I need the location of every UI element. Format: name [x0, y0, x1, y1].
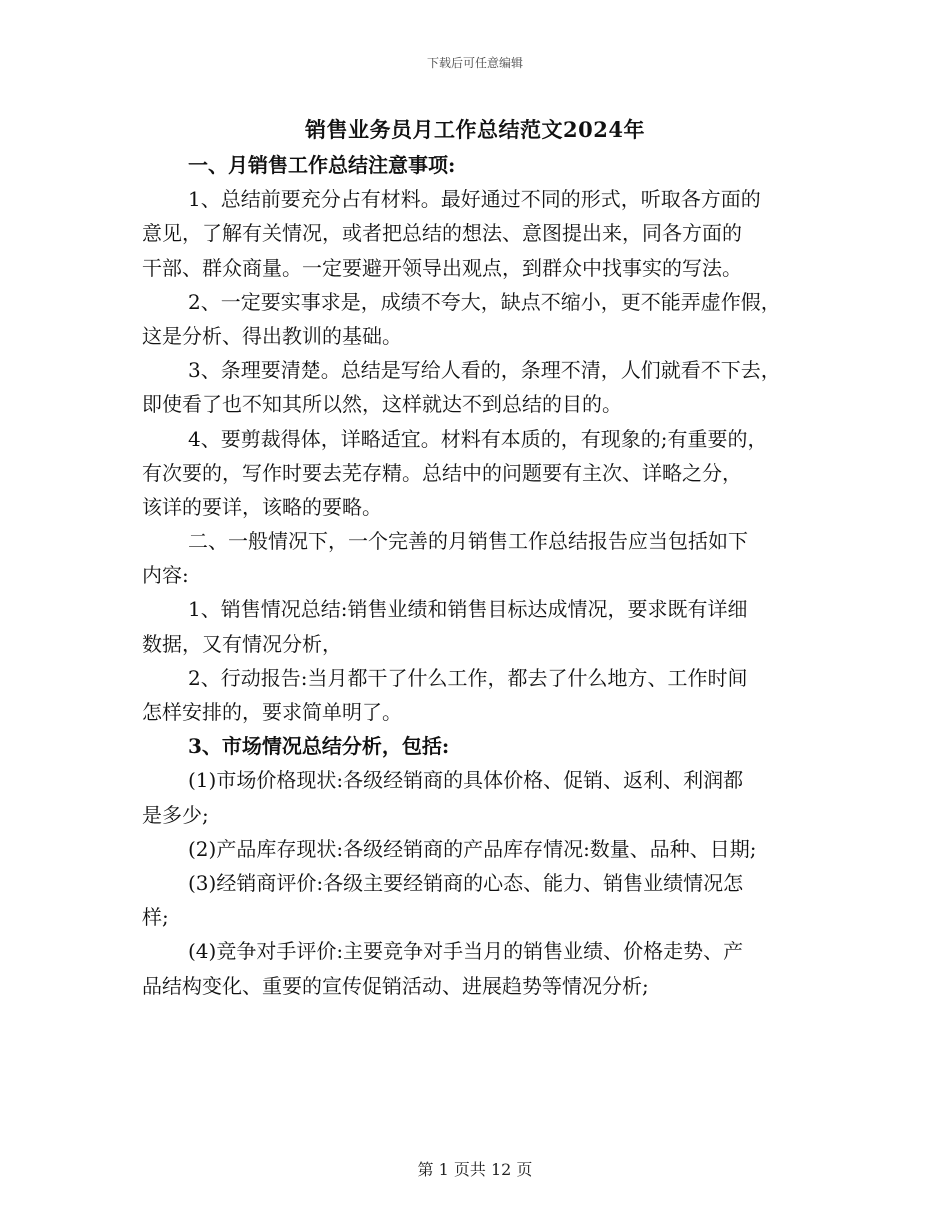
body-text-line: (1)市场价格现状:各级经销商的具体价格、促销、返利、利润都 [188, 768, 744, 793]
body-text-line: 品结构变化、重要的宣传促销活动、进展趋势等情况分析; [142, 973, 649, 998]
body-text-line: (4)竞争对手评价:主要竞争对手当月的销售业绩、价格走势、产 [188, 939, 744, 964]
body-text-line: 这是分析、得出教训的基础。 [142, 323, 402, 348]
page-footer: 第 1 页共 12 页 [417, 1160, 533, 1179]
body-text-line: 是多少; [142, 802, 209, 827]
body-text-line: 怎样安排的，要求简单明了。 [142, 700, 402, 724]
document-body [142, 148, 822, 1003]
body-text-line: (2)产品库存现状:各级经销商的产品库存情况:数量、品种、日期; [188, 836, 757, 861]
body-text-line: 意见，了解有关情况，或者把总结的想法、意图提出来，同各方面的 [142, 221, 742, 246]
document-title: 销售业务员月工作总结范文2024年 [305, 117, 645, 142]
body-text-line: 4、要剪裁得体，详略适宜。材料有本质的，有现象的;有重要的， [188, 426, 768, 451]
body-text-line: 即使看了也不知其所以然，这样就达不到总结的目的。 [142, 392, 622, 417]
body-text-line: 1、总结前要充分占有材料。最好通过不同的形式，听取各方面的 [188, 187, 761, 212]
page-header-note: 下载后可任意编辑 [426, 56, 523, 70]
body-text-line: (3)经销商评价:各级主要经销商的心态、能力、销售业绩情况怎 [188, 870, 744, 895]
body-text-line: 有次要的，写作时要去芜存精。总结中的问题要有主次、详略之分， [142, 460, 742, 485]
body-text-line: 3、市场情况总结分析，包括: [188, 734, 450, 759]
body-text-line: 1、销售情况总结:销售业绩和销售目标达成情况，要求既有详细 [188, 597, 748, 622]
body-text-line: 该详的要详，该略的要略。 [142, 494, 382, 519]
body-text-line: 内容: [142, 563, 189, 588]
body-text-line: 一、月销售工作总结注意事项: [188, 153, 456, 177]
body-text-line: 2、一定要实事求是，成绩不夸大，缺点不缩小，更不能弄虚作假， [188, 289, 781, 314]
body-text-line: 样; [142, 905, 169, 930]
body-text-line: 数据，又有情况分析， [142, 631, 342, 656]
body-text-line: 3、条理要清楚。总结是写给人看的，条理不清，人们就看不下去， [188, 358, 781, 383]
body-text-line: 2、行动报告:当月都干了什么工作，都去了什么地方、工作时间 [188, 665, 748, 690]
body-text-line: 二、一般情况下，一个完善的月销售工作总结报告应当包括如下 [188, 529, 748, 554]
body-text-line: 干部、群众商量。一定要避开领导出观点，到群众中找事实的写法。 [142, 255, 742, 280]
